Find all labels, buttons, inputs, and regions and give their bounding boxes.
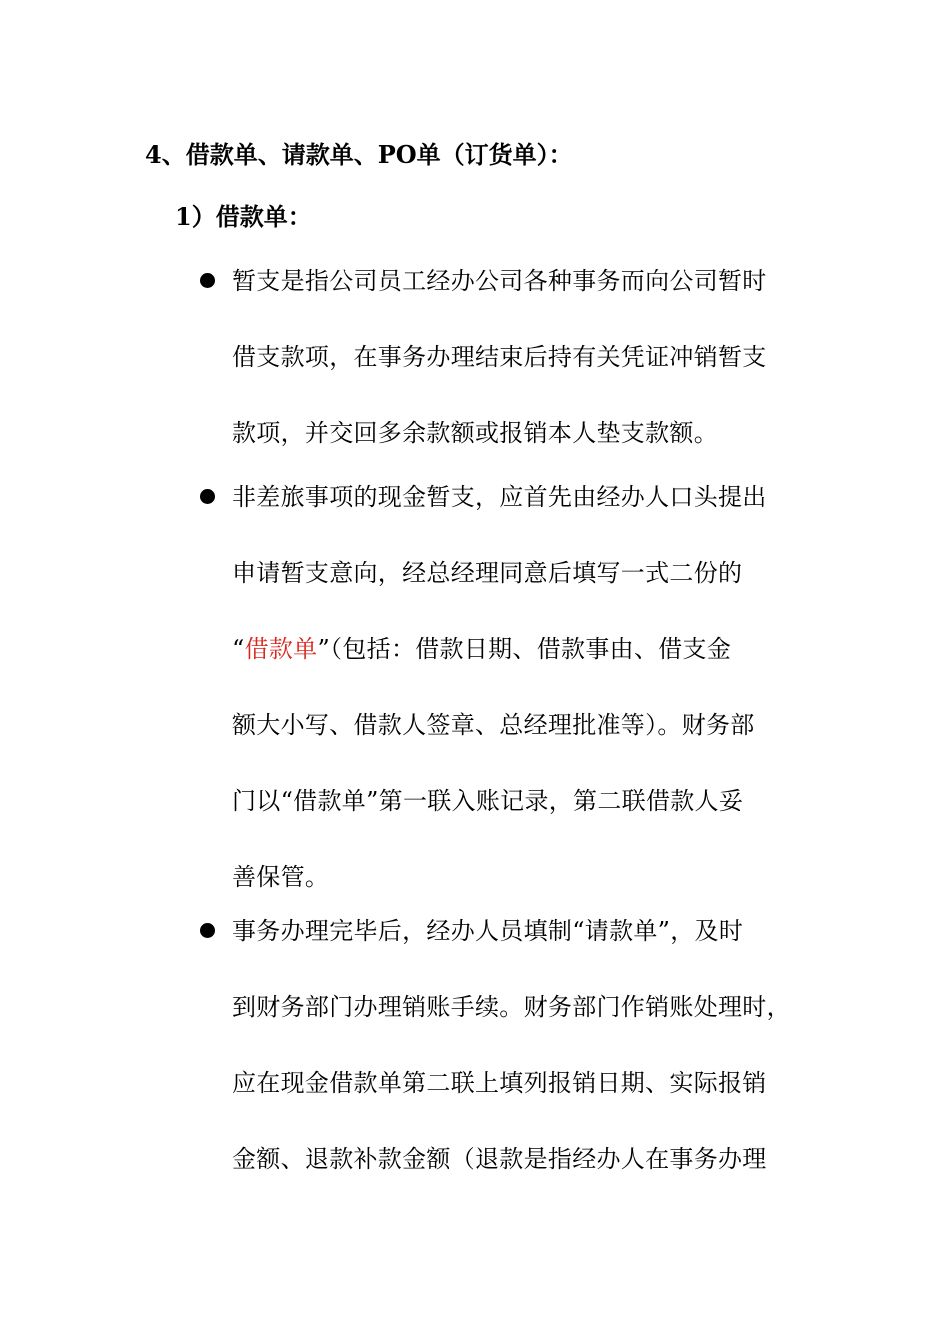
text-line-rest: ”（包括：借款日期、借款事由、借支金 bbox=[317, 635, 732, 663]
text-line: 事务办理完毕后，经办人员填制“请款单”，及时 bbox=[232, 917, 744, 945]
open-quote: “ bbox=[232, 635, 245, 663]
bullet-text bbox=[232, 478, 828, 934]
text-line: 借支款项，在事务办理结束后持有关凭证冲销暂支 bbox=[232, 343, 767, 371]
bullet-text bbox=[232, 912, 828, 1216]
bullet-text bbox=[232, 262, 828, 490]
text-line: 非差旅事项的现金暂支，应首先由经办人口头提出 bbox=[232, 483, 767, 511]
text-line: 到财务部门办理销账手续。财务部门作销账处理时， bbox=[232, 993, 791, 1021]
subsection-heading: 1）借款单： bbox=[175, 202, 312, 231]
text-line: 门以“借款单”第一联入账记录，第二联借款人妥 bbox=[232, 787, 744, 815]
bullet-icon bbox=[200, 923, 215, 938]
bullet-icon bbox=[200, 273, 215, 288]
bullet-icon bbox=[200, 489, 215, 504]
text-line: 应在现金借款单第二联上填列报销日期、实际报销 bbox=[232, 1069, 767, 1097]
text-line: 额大小写、借款人签章、总经理批准等）。财务部 bbox=[232, 711, 755, 739]
text-line: 善保管。 bbox=[232, 863, 330, 891]
section-heading: 4、借款单、请款单、PO单（订货单）： bbox=[145, 140, 573, 169]
text-line: 款项，并交回多余款额或报销本人垫支款额。 bbox=[232, 419, 718, 447]
text-line: 金额、退款补款金额（退款是指经办人在事务办理 bbox=[232, 1145, 767, 1173]
text-line: 暂支是指公司员工经办公司各种事务而向公司暂时 bbox=[232, 267, 767, 295]
text-line-with-highlight bbox=[232, 630, 828, 706]
highlighted-term: 借款单 bbox=[244, 635, 318, 663]
text-line: 申请暂支意向，经总经理同意后填写一式二份的 bbox=[232, 559, 743, 587]
